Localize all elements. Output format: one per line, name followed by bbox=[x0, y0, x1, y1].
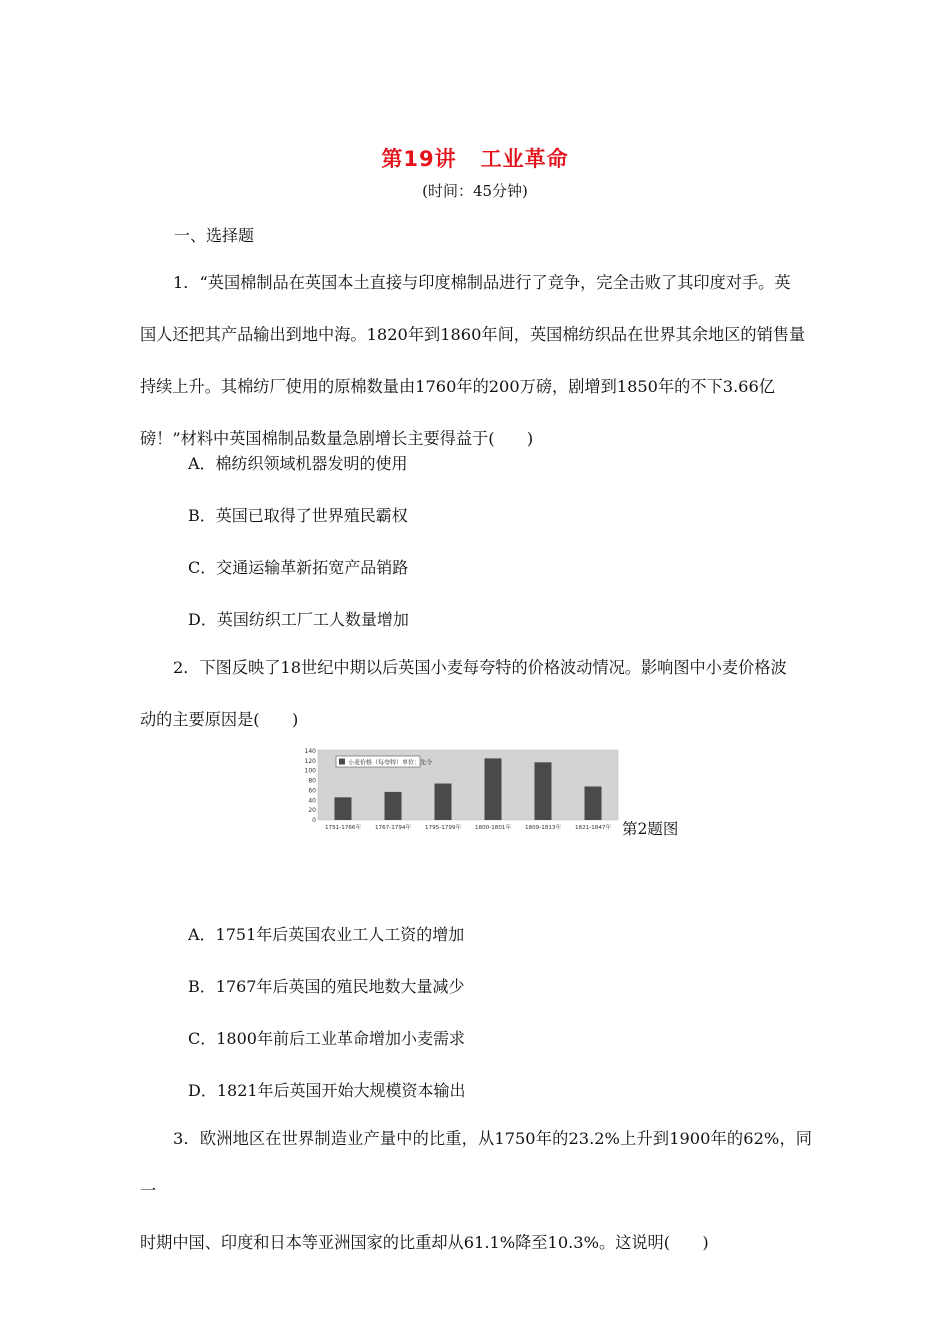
x-tick-label: 1800-1801年 bbox=[474, 825, 512, 831]
chart-bar bbox=[335, 797, 352, 820]
q1-option-d[interactable]: D．英国纺织工厂工人数量增加 bbox=[188, 610, 409, 629]
question-3-line-2: 时期中国、印度和日本等亚洲国家的比重却从61.1%降至10.3%。这说明( ) bbox=[140, 1233, 709, 1252]
chart-bar bbox=[535, 762, 552, 820]
question-1-line-1: 1．“英国棉制品在英国本土直接与印度棉制品进行了竞争，完全击败了其印度对手。英 bbox=[173, 273, 791, 292]
y-tick-label: 120 bbox=[304, 757, 316, 765]
question-1-line-3: 持续上升。其棉纺厂使用的原棉数量由1760年的200万磅，剧增到1850年的不下3.66亿 bbox=[140, 377, 775, 396]
question-2-line-1: 2．下图反映了18世纪中期以后英国小麦每夸特的价格波动情况。影响图中小麦价格波 bbox=[173, 658, 787, 677]
question-2 bbox=[140, 642, 812, 746]
legend-label: 小麦价格（每夸特）单位：先令 bbox=[348, 759, 433, 767]
q2-option-c[interactable]: C．1800年前后工业革命增加小麦需求 bbox=[188, 1029, 465, 1048]
wheat-price-chart bbox=[296, 744, 622, 836]
time-limit: (时间：45分钟) bbox=[422, 182, 528, 200]
q1-option-c[interactable]: C．交通运输革新拓宽产品销路 bbox=[188, 558, 409, 577]
q2-option-d[interactable]: D．1821年后英国开始大规模资本输出 bbox=[188, 1081, 466, 1100]
q1-option-a[interactable]: A．棉纺织领域机器发明的使用 bbox=[188, 454, 408, 473]
chart-caption: 第2题图 bbox=[622, 820, 679, 838]
legend-swatch bbox=[339, 759, 345, 765]
y-tick-label: 100 bbox=[304, 767, 316, 775]
question-3-line-1: 3．欧洲地区在世界制造业产量中的比重，从1750年的23.2%上升到1900年的62%，同一 bbox=[140, 1129, 812, 1200]
x-tick-label: 1821-1847年 bbox=[574, 825, 612, 831]
lecture-topic: 工业革命 bbox=[480, 147, 569, 171]
y-tick-label: 80 bbox=[308, 777, 316, 785]
x-tick-label: 1795-1799年 bbox=[424, 825, 462, 831]
section-heading: 一、选择题 bbox=[174, 226, 255, 245]
chart-bar bbox=[485, 758, 502, 820]
q1-option-b[interactable]: B．英国已取得了世界殖民霸权 bbox=[188, 506, 408, 525]
x-tick-label: 1767-1794年 bbox=[374, 825, 412, 831]
y-tick-label: 60 bbox=[308, 787, 316, 795]
y-tick-label: 140 bbox=[304, 748, 316, 755]
question-1 bbox=[140, 257, 812, 465]
y-tick-label: 40 bbox=[308, 797, 316, 805]
x-tick-label: 1809-1813年 bbox=[524, 825, 562, 831]
page-title bbox=[0, 143, 950, 173]
x-tick-label: 1751-1766年 bbox=[324, 825, 362, 831]
chart-svg bbox=[296, 744, 622, 832]
question-3 bbox=[140, 1113, 812, 1269]
q2-option-a[interactable]: A．1751年后英国农业工人工资的增加 bbox=[188, 925, 465, 944]
chart-legend bbox=[336, 756, 432, 767]
question-1-line-2: 国人还把其产品输出到地中海。1820年到1860年间，英国棉纺织品在世界其余地区的销售量 bbox=[140, 325, 806, 344]
lecture-number: 第19讲 bbox=[381, 147, 457, 171]
q2-option-b[interactable]: B．1767年后英国的殖民地数大量减少 bbox=[188, 977, 465, 996]
chart-bar bbox=[385, 792, 402, 820]
chart-bar bbox=[435, 784, 452, 820]
chart-bar bbox=[585, 786, 602, 820]
question-2-line-2: 动的主要原因是( ) bbox=[140, 710, 299, 729]
y-tick-label: 0 bbox=[312, 817, 316, 824]
y-tick-label: 20 bbox=[308, 807, 316, 815]
question-1-line-4: 磅！”材料中英国棉制品数量急剧增长主要得益于( ) bbox=[140, 429, 534, 448]
